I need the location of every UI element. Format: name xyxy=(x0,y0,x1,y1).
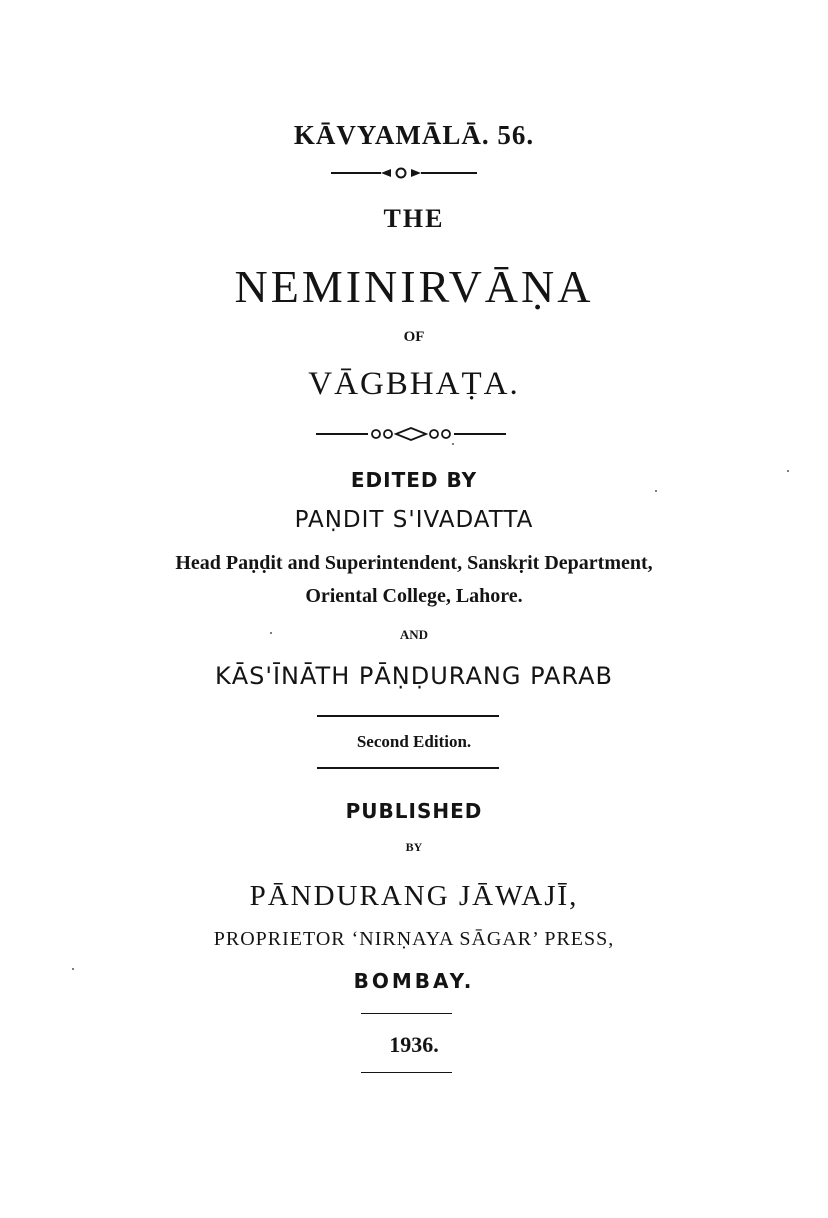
ornament-divider-middle xyxy=(316,425,506,443)
paper-speck xyxy=(787,470,789,472)
paper-speck xyxy=(270,632,272,634)
editor-primary-description: Head Paṇḍit and Superintendent, Sanskṛit Department, xyxy=(175,552,653,574)
edition-rule-bottom xyxy=(317,767,499,769)
publisher-press: PROPRIETOR ‘NIRṆAYA SĀGAR’ PRESS, xyxy=(213,928,615,950)
editor-primary-institution: Oriental College, Lahore. xyxy=(305,585,523,607)
edited-by-label: EDITED BY xyxy=(350,468,478,492)
author-name: VĀGBHAṬA. xyxy=(308,366,520,402)
and-connector: AND xyxy=(399,627,429,642)
title-of: OF xyxy=(403,329,425,345)
paper-speck xyxy=(655,490,657,492)
edition-label: Second Edition. xyxy=(356,732,472,751)
title-article: THE xyxy=(383,204,445,233)
year-rule-bottom xyxy=(361,1072,452,1073)
edition-rule-top xyxy=(317,715,499,717)
editor-primary-name: PAṆDIT S'IVADATTA xyxy=(294,507,534,533)
ornament-divider-top xyxy=(331,166,477,180)
series-heading: KĀVYAMĀLĀ. 56. xyxy=(293,120,535,150)
paper-speck xyxy=(72,968,74,970)
by-label: BY xyxy=(405,840,423,854)
main-title: NEMINIRVĀṆA xyxy=(234,261,594,312)
year-rule-top xyxy=(361,1013,452,1014)
paper-speck xyxy=(452,443,454,445)
publication-city: BOMBAY. xyxy=(353,969,475,993)
publisher-name: PĀNDURANG JĀWAJĪ, xyxy=(249,880,579,912)
publication-year: 1936. xyxy=(389,1032,439,1057)
published-label: PUBLISHED xyxy=(345,799,483,823)
editor-secondary-name: KĀS'ĪNĀTH PĀṆḌURANG PARAB xyxy=(214,662,614,690)
